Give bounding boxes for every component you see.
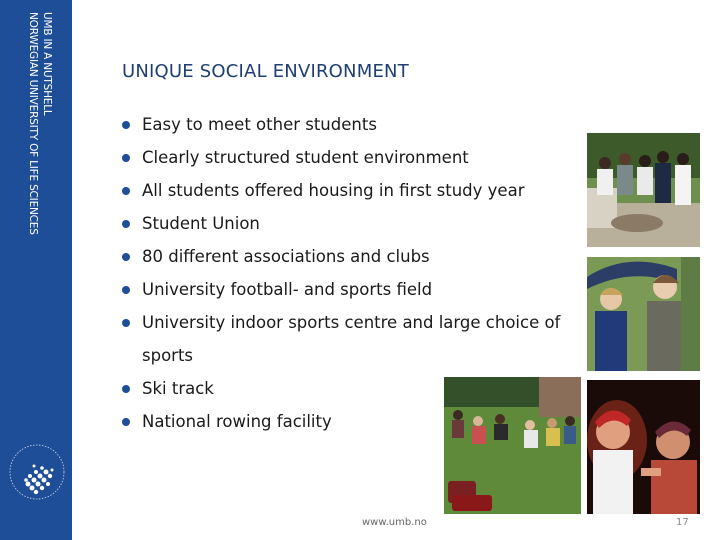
photo-group-on-lawn	[444, 377, 581, 514]
bullet-icon	[122, 253, 130, 261]
bullet-text: National rowing facility	[142, 412, 332, 431]
bullet-text: Clearly structured student environment	[142, 148, 469, 167]
bullet-item	[118, 108, 588, 141]
bullet-icon	[122, 385, 130, 393]
photo-students-umbrella	[587, 257, 700, 371]
sidebar-section-label: UMB IN A NUTSHELL	[41, 12, 53, 116]
bullet-icon	[122, 319, 130, 327]
photo-students-outdoors	[587, 133, 700, 247]
page-number: 17	[676, 517, 689, 528]
bullet-item	[118, 240, 588, 273]
bullet-icon	[122, 154, 130, 162]
bullet-item	[118, 306, 588, 372]
footer-url: www.umb.no	[362, 517, 427, 528]
bullet-text: Ski track	[142, 379, 214, 398]
bullet-icon	[122, 220, 130, 228]
slide-title: UNIQUE SOCIAL ENVIRONMENT	[122, 61, 409, 82]
photo-stage-performance	[587, 380, 700, 514]
bullet-text: Student Union	[142, 214, 260, 233]
bullet-icon	[122, 418, 130, 426]
bullet-text: University football- and sports field	[142, 280, 433, 299]
bullet-item	[118, 207, 588, 240]
sidebar	[0, 0, 72, 540]
bullet-item	[118, 141, 588, 174]
sidebar-university-name: NORWEGIAN UNIVERSITY OF LIFE SCIENCES	[27, 12, 39, 235]
bullet-text: Easy to meet other students	[142, 115, 377, 134]
university-logo-icon	[6, 432, 68, 512]
bullet-icon	[122, 286, 130, 294]
bullet-icon	[122, 187, 130, 195]
bullet-item	[118, 174, 588, 207]
bullet-text: 80 different associations and clubs	[142, 247, 430, 266]
bullet-icon	[122, 121, 130, 129]
bullet-text: University indoor sports centre and large choice of sports	[142, 313, 561, 365]
bullet-item	[118, 273, 588, 306]
bullet-text: All students offered housing in first study year	[142, 181, 525, 200]
